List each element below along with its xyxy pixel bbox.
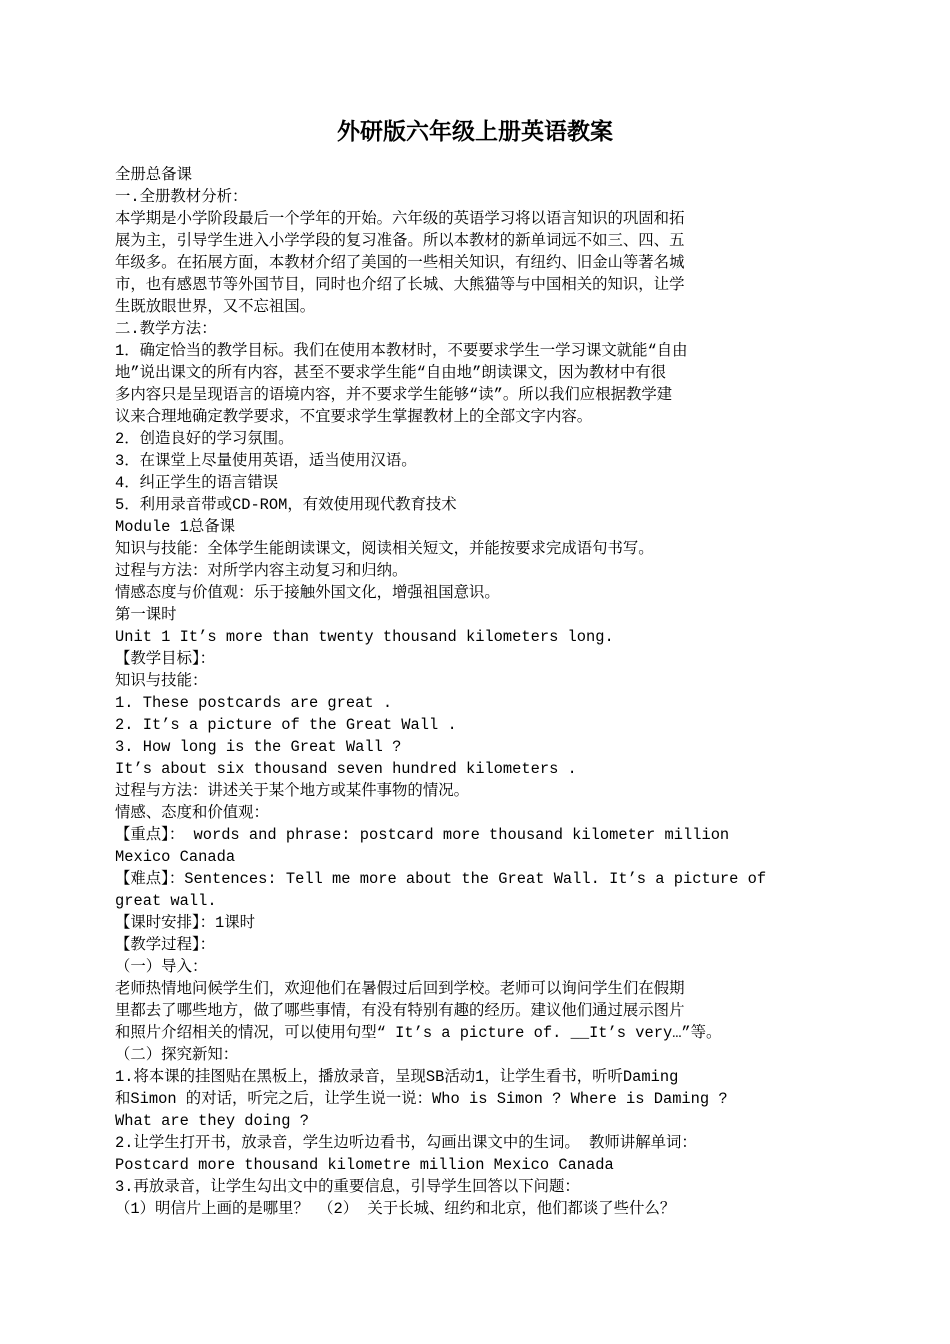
text-line: （1）明信片上画的是哪里？ （2） 关于长城、纽约和北京，他们都谈了些什么？ <box>115 1200 676 1218</box>
text-line: 议来合理地确定教学要求，不宜要求学生掌握教材上的全部文字内容。 <box>115 408 593 426</box>
document-body <box>115 164 839 1220</box>
text-line: Postcard more thousand kilometre million Mexico Canada <box>115 1156 614 1174</box>
text-line: 过程与方法：对所学内容主动复习和归纳。 <box>115 562 408 580</box>
text-line: 二.教学方法： <box>115 320 217 338</box>
text-line: 年级多。在拓展方面，本教材介绍了美国的一些相关知识，有纽约、旧金山等著名城 <box>115 254 685 272</box>
text-line: 和照片介绍相关的情况，可以使用句型“ It’s a picture of. __It’s very…”等。 <box>115 1024 722 1042</box>
text-line: 和Simon 的对话，听完之后，让学生说一说：Who is Simon ? Where is Daming ? <box>115 1090 728 1108</box>
text-line: 一.全册教材分析： <box>115 188 248 206</box>
text-line: 4．纠正学生的语言错误 <box>115 474 279 492</box>
text-line: 2.让学生打开书，放录音，学生边听边看书，勾画出课文中的生词。 教师讲解单词： <box>115 1134 697 1152</box>
text-line: 知识与技能： <box>115 672 208 690</box>
text-line: （一）导入： <box>115 958 208 976</box>
text-line: 市，也有感恩节等外国节目，同时也介绍了长城、大熊猫等与中国相关的知识，让学 <box>115 276 685 294</box>
text-line: 【难点】：Sentences: Tell me more about the Great Wall. It’s a picture of <box>115 870 767 888</box>
text-line: 5．利用录音带或CD-ROM，有效使用现代教育技术 <box>115 496 457 514</box>
text-line: 生既放眼世界，又不忘祖国。 <box>115 298 316 316</box>
text-line: 【教学过程】： <box>115 936 216 954</box>
text-line: 【重点】： words and phrase: postcard more thousand kilometer million <box>115 826 730 844</box>
text-line: 知识与技能：全体学生能朗读课文，阅读相关短文，并能按要求完成语句书写。 <box>115 540 654 558</box>
text-line: 老师热情地问候学生们，欢迎他们在暑假过后回到学校。老师可以询问学生们在假期 <box>115 980 685 998</box>
text-line: 过程与方法：讲述关于某个地方或某件事物的情况。 <box>115 782 469 800</box>
text-line: 展为主，引导学生进入小学学段的复习准备。所以本教材的新单词远不如三、四、五 <box>115 232 685 250</box>
text-line: 【教学目标】： <box>115 650 216 668</box>
text-line: （二）探究新知： <box>115 1046 239 1064</box>
text-line: 1．确定恰当的教学目标。我们在使用本教材时，不要要求学生一学习课文就能“自由 <box>115 342 688 360</box>
text-line: 3. How long is the Great Wall ? <box>115 738 402 756</box>
text-line: 2．创造良好的学习氛围。 <box>115 430 294 448</box>
text-line: great wall. <box>115 892 217 910</box>
document-title: 外研版六年级上册英语教案 <box>337 118 613 145</box>
text-line: 多内容只是呈现语言的语境内容，并不要求学生能够“读”。所以我们应根据教学建 <box>115 386 673 404</box>
text-line: 1. These postcards are great . <box>115 694 393 712</box>
text-line: It’s about six thousand seven hundred kilometers . <box>115 760 577 778</box>
text-line: 1.将本课的挂图贴在黑板上，播放录音，呈现SB活动1，让学生看书，听听Daming <box>115 1068 679 1086</box>
text-line: Unit 1 It’s more than twenty thousand kilometers long. <box>115 628 614 646</box>
text-line: 地”说出课文的所有内容，甚至不要求学生能“自由地”朗读课文，因为教材中有很 <box>115 364 666 382</box>
text-line: Mexico Canada <box>115 848 236 866</box>
text-line: What are they doing ? <box>115 1112 309 1130</box>
text-line: 情感态度与价值观：乐于接触外国文化，增强祖国意识。 <box>115 584 500 602</box>
text-line: 全册总备课 <box>115 166 192 184</box>
text-line: 【课时安排】：1课时 <box>115 914 256 932</box>
text-line: 3．在课堂上尽量使用英语，适当使用汉语。 <box>115 452 417 470</box>
text-line: Module 1总备课 <box>115 518 236 536</box>
text-line: 3.再放录音，让学生勾出文中的重要信息，引导学生回答以下问题： <box>115 1178 580 1196</box>
text-line: 2. It’s a picture of the Great Wall . <box>115 716 457 734</box>
text-line: 情感、态度和价值观： <box>115 804 269 822</box>
text-line: 第一课时 <box>115 606 177 624</box>
text-line: 里都去了哪些地方，做了哪些事情，有没有特别有趣的经历。建议他们通过展示图片 <box>115 1002 685 1020</box>
text-line: 本学期是小学阶段最后一个学年的开始。六年级的英语学习将以语言知识的巩固和拓 <box>115 210 685 228</box>
